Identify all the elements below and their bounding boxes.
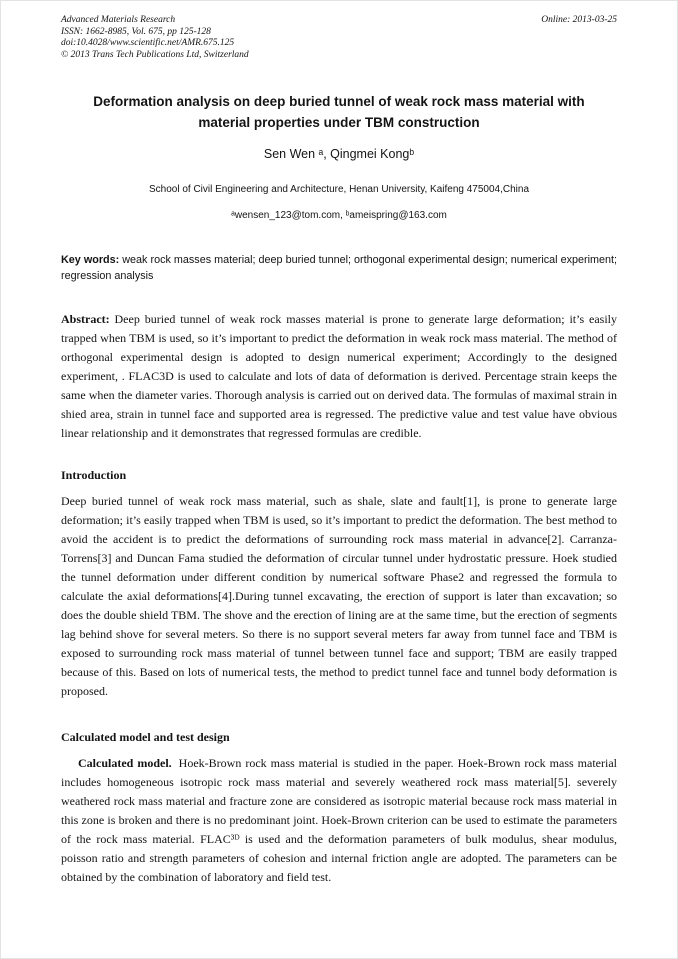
journal-name: Advanced Materials Research	[61, 15, 176, 25]
keywords-label: Key words:	[61, 254, 120, 266]
journal-header	[61, 15, 617, 61]
calculated-model-runin-heading: Calculated model.	[78, 756, 172, 770]
keywords-block	[61, 252, 617, 284]
doi-line: doi:10.4028/www.scientific.net/AMR.675.125	[61, 38, 235, 48]
abstract-block	[61, 310, 617, 443]
affiliation-line: School of Civil Engineering and Architecture, Henan University, Kaifeng 475004,China	[148, 184, 530, 195]
introduction-paragraph: Deep buried tunnel of weak rock mass material, such as shale, slate and fault[1], is prone to generate large deformation; it’s easily trapped when TBM is used, so it’s important to predict the deformation. The best method to avoid the accident is to predict the deformations of surrounding rock mass material in advance[2]. Carranza-Torrens[3] and Duncan Fama studied the deformation of circular tunnel under hydrostatic pressure. Hoek studied the tunnel deformation under different condition by numerical software Phase2 and regressed the formula to calculate the axial deformations[4].During tunnel excavating, the erection of support is later than excavation; so does the double shield TBM. The shove and the erection of lining are at the same time, but the erection of segments lag behind shove for several meters. So there is no support several meters far away from tunnel face and TBM is exposed to surrounding rock mass material of tunnel between tunnel face and support; TBM are easily trapped because of this. Based on lots of numerical tests, the method to predict tunnel face and tunnel body deformation is proposed.	[61, 494, 617, 698]
section-heading-introduction: Introduction	[61, 468, 127, 482]
paper-title: Deformation analysis on deep buried tunnel of weak rock mass material with material properties under TBM construction	[93, 94, 585, 130]
abstract-label: Abstract:	[61, 312, 110, 326]
issn-volume-line: ISSN: 1662-8985, Vol. 675, pp 125-128	[61, 26, 211, 37]
calculated-model-paragraph	[61, 754, 617, 887]
copyright-line: © 2013 Trans Tech Publications Ltd, Switzerland	[61, 49, 249, 60]
calculated-model-text: Hoek-Brown rock mass material is studied in the paper. Hoek-Brown rock mass material includes homogeneous isotropic rock mass material and severely weathered rock mass material[5]. severely weathered rock mass material and fracture zone are considered as isotropic material because rock mass material in this zone is broken and there is no predominant joint. Hoek-Brown criterion can be used to estimate the parameters of the rock mass material. FLAC³ᴰ is used and the deformation parameters of bulk modulus, shear modulus, poisson ratio and strength parameters of cohesion and internal friction angle are adopted. The parameters can be obtained by the combination of laboratory and field test.	[61, 756, 617, 884]
online-date: Online: 2013-03-25	[541, 15, 617, 25]
keywords-text: weak rock masses material; deep buried tunnel; orthogonal experimental design; numerical experiment; regression analysis	[61, 254, 617, 282]
authors-line: Sen Wen ᵃ, Qingmei Kongᵇ	[263, 147, 415, 161]
section-heading-calculated-model: Calculated model and test design	[61, 730, 230, 744]
journal-info-block	[61, 15, 249, 61]
author-emails: ᵃwensen_123@tom.com, ᵇameispring@163.com	[231, 210, 447, 221]
abstract-text: Deep buried tunnel of weak rock masses material is prone to generate large deformation; it’s easily trapped when TBM is used, so it’s important to predict the deformation in weak rock mass material. The method of orthogonal experimental design is adopted to design numerical experiment; Accordingly to the designed experiment, . FLAC3D is used to calculate and lots of data of deformation is derived. Percentage strain keeps the same when the diameter varies. Thorough analysis is carried out on derived data. The formulas of maximal strain in shied area, strain in tunnel face and supported area is regressed. The predictive value and test value have obvious linear relationship and it demonstrates that regressed formulas are credible.	[61, 312, 617, 440]
